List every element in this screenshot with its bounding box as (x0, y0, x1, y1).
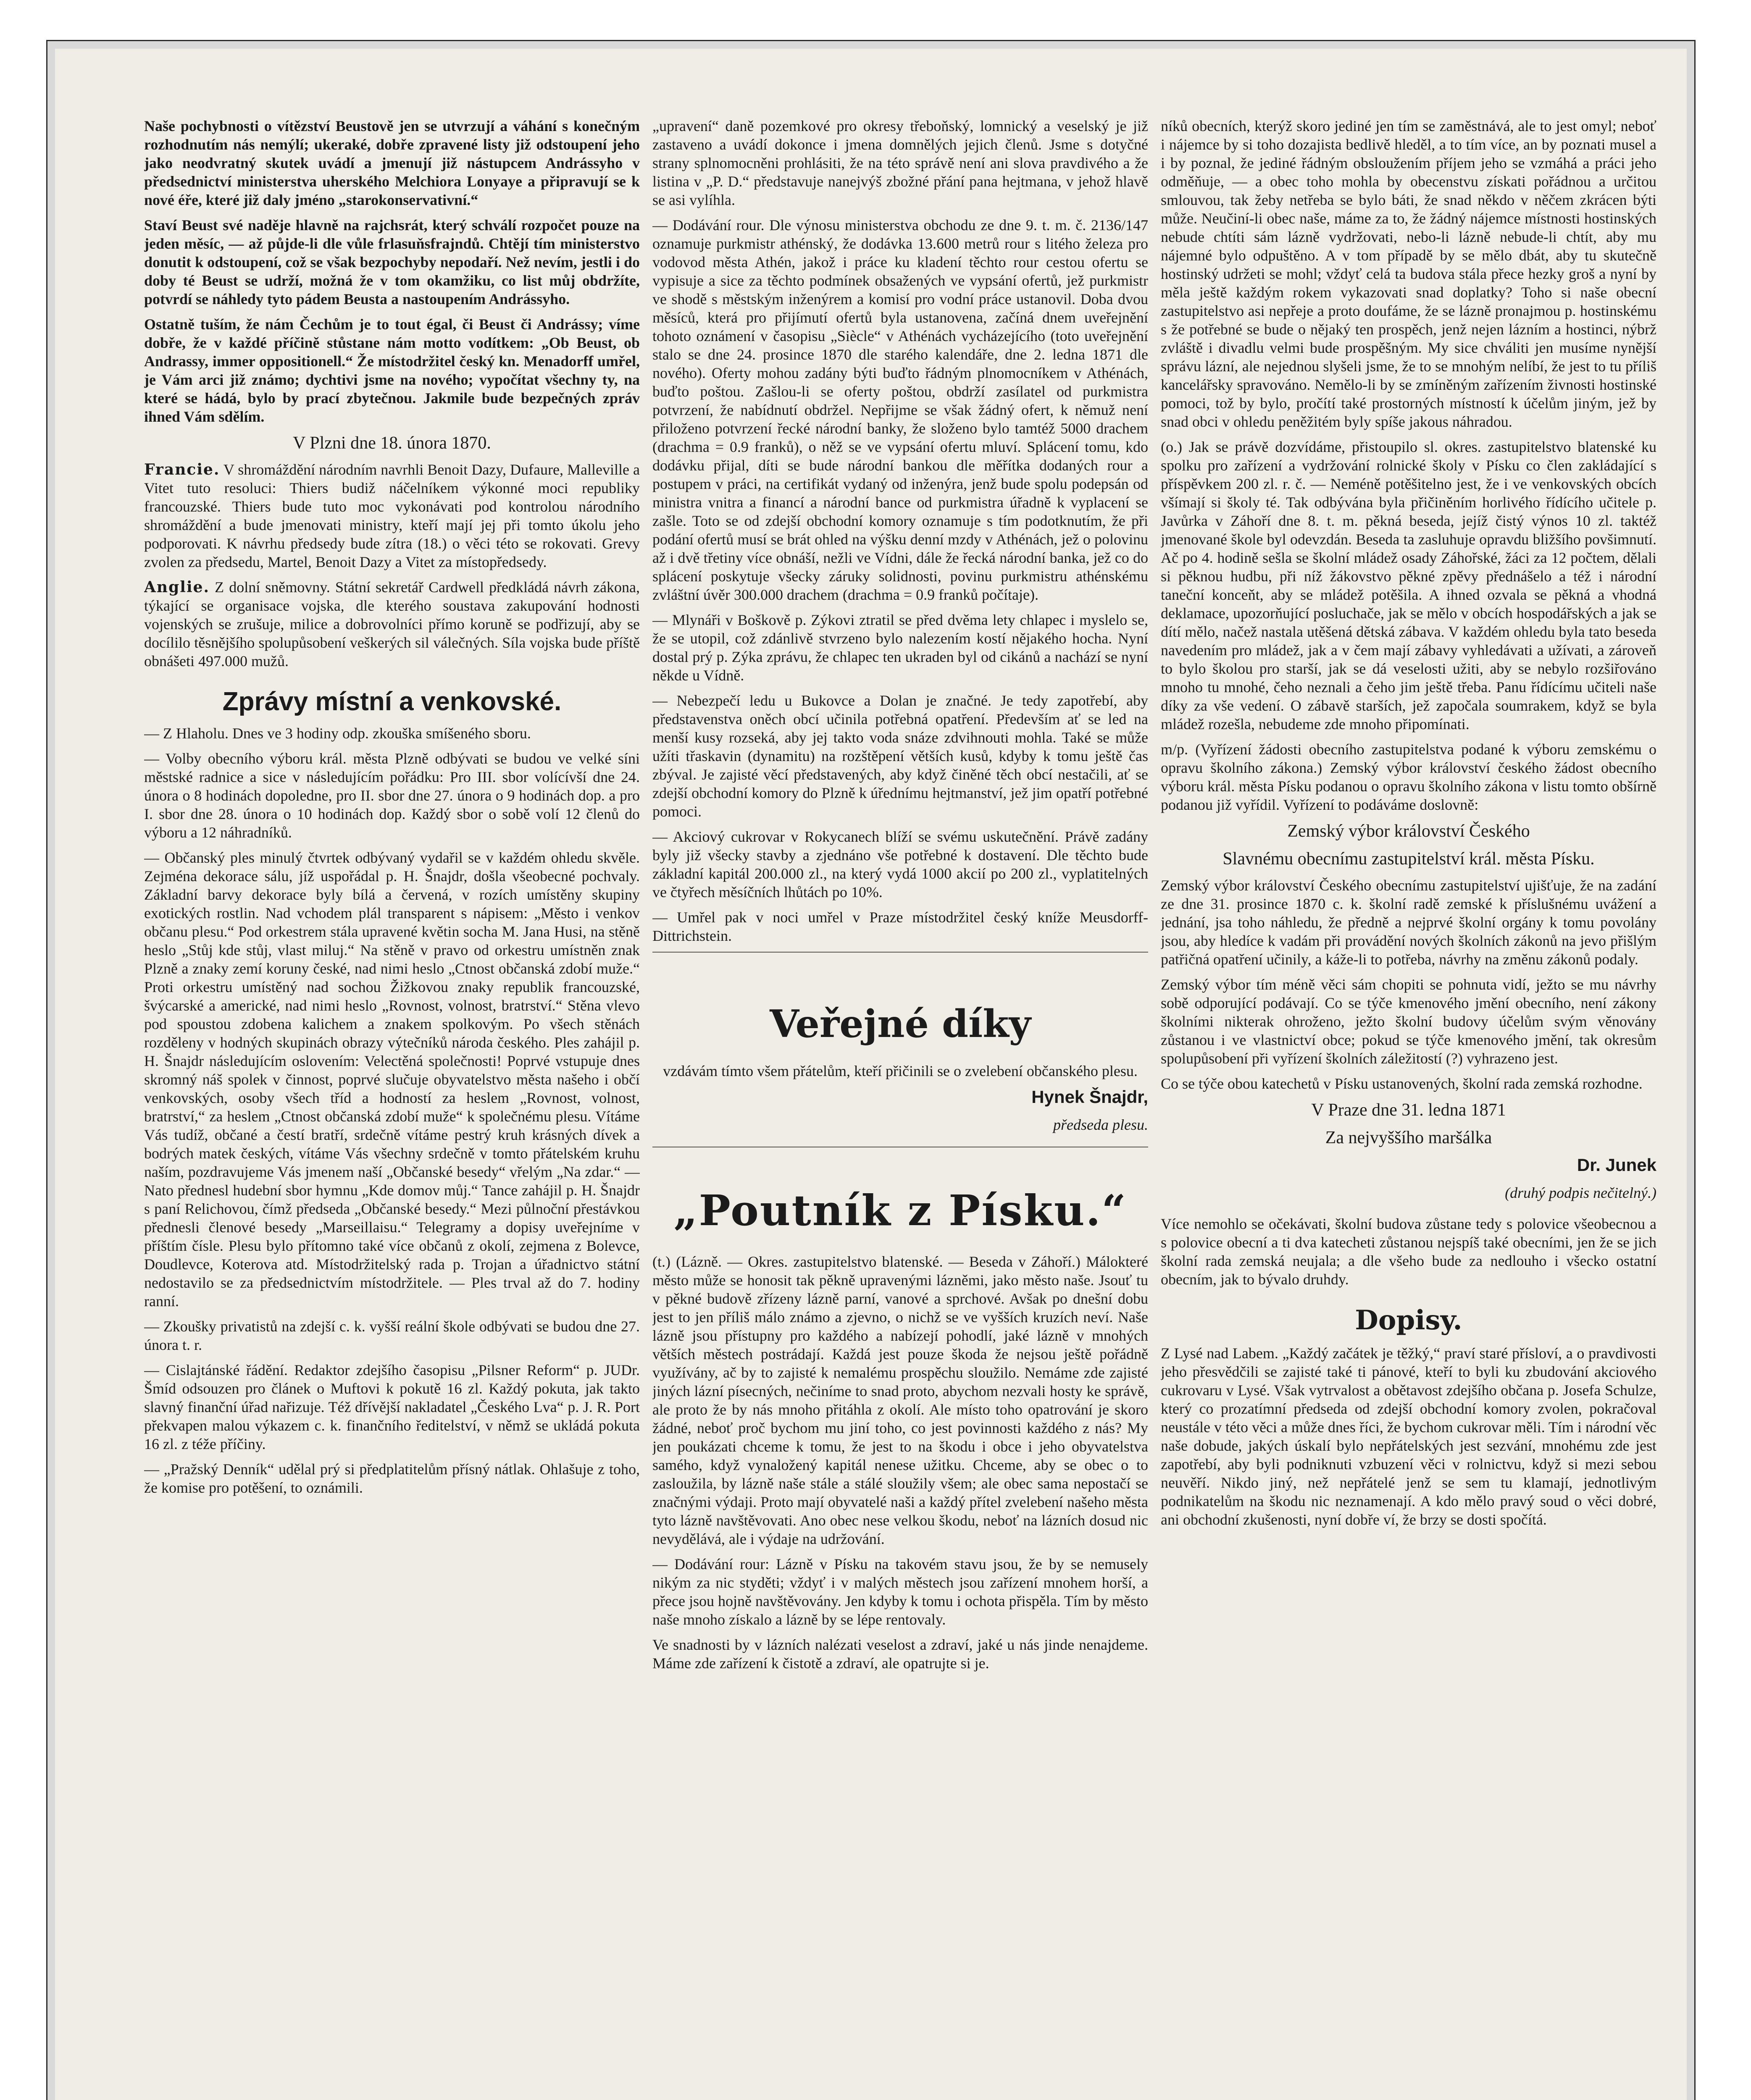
masthead-poutnik-z-pisku: „Poutník z Písku.“ (673, 1186, 1127, 1235)
box-text: vzdávám tímto všem přátelům, kteří přičinili se o zvelebení občanského plesu. (663, 1063, 1138, 1079)
news-zkousky: — Zkoušky privatistů na zdejší c. k. vyšší reální škole odbývati se budou dne 27. února t. r. (144, 1318, 640, 1353)
news-mlynari-boskov: — Mlynáři v Boškově p. Zýkovi ztratil se před dvěma lety chlapec i myslelo se, že se utopil, což zdánlivě stvrzeno bylo nalezením kostí nějakého hocha. Nyní dostal prý p. Zýka zprávu, že chlapec ten ukraden byl od cikánů a nachází se nyní někde u Vídně. (652, 612, 1148, 684)
france-text: V shromáždění národním navrhli Benoit Dazy, Dufaure, Malleville a Vitet tuto resoluci: Thiers budiž náčelníkem výkonné moci republiky francouzské. Thiers bude tuto moc vykonávati pod kontrolou národního shromáždění a bude jmenovati ministry, kteří mají jej při tomto úkolu jeho podporovati. K návrhu předsedy bude zítra (18.) o věci této se rokovati. Grevy zvolen za předsedu, Martel, Benoit Dazy a Vitet za místopředsedy. (144, 461, 640, 570)
letter-body-1: Zemský výbor království Českého obecnímu zastupitelství ujišťuje, že na zadání ze dne 31. prosince 1870 c. k. školní radě zemské k příslušnému uvážení a jednání, jsa toho náhledu, že předně a nejprvé školní orgány k tomu povolány jsou, aby hledíce k vadám při provádění nových školních zákonů na jevo přišlým patřičná opatření učinily, a káže-li to potřeba, návrhy na změnu zákonů podaly. (1161, 877, 1656, 968)
column-left (144, 117, 640, 2100)
column-middle (652, 117, 1148, 2100)
paragraph-france (144, 460, 640, 571)
news-nebezpeci-ledu: — Nebezpečí ledu u Bukovce a Dolan je značné. Je tedy zapotřebí, aby představenstva oněch obcí učinila potřebná opatření. Především ať se led na menší kusy rozseká, aby jej takto voda snáze zdvihnouti mohla. Také se může užíti třaskavin (dynamitu) na rozštěpení větších kusů, kdyby k tomu ještě čas zbýval. Je zajisté věcí představených, aby když činěné těch obcí nestačili, ať se zdejší obchodní komory do Plzně k úřednímu hejtmanství, jež jim opatří potřebné pomoci. (652, 692, 1148, 820)
news-cislajtanske: — Cislajtánské řádění. Redaktor zdejšího časopisu „Pilsner Reform“ p. JUDr. Šmíd odsouzen pro článek o Muftovi k pokutě 16 zl. Každý pokuta, jak takto slavný finanční úřad nařizuje. Též dřívější nakladatel „Českého Lva“ p. J. R. Port překvapen malou výkazem c. k. finančního ředitelství, v němž se ukládá pokuta 16 zl. z téže příčiny. (144, 1362, 640, 1452)
letter-signatory-title: Za nejvyššího maršálka (1325, 1128, 1492, 1147)
section-heading-local-news: Zprávy místní a venkovské. (222, 687, 562, 716)
dateline-plzen: V Plzni dne 18. února 1870. (293, 433, 491, 453)
box-signature: Hynek Šnajdr, (1031, 1087, 1148, 1107)
paragraph-beust-hopes: Staví Beust své naděje hlavně na rajchsrát, který schválí rozpočet pouze na jeden měsíc, — až půjde-li dle vůle frlasuňsfrajndů. Chtějí tím ministerstvo donutit k odstoupení, což se však bezpochyby nepodaří. Než nevím, jestli i do doby té Beust se udrží, možná že v tom okamžiku, co list můj obdržíte, potvrdí se náhledy tyto pádem Beusta a nastoupením Andrássyho. (144, 217, 640, 307)
letter-body-3: Co se týče obou katechetů v Písku ustanovených, školní rada zemská rozhodne. (1161, 1075, 1643, 1092)
letter-date-praha: V Praze dne 31. ledna 1871 (1311, 1100, 1506, 1120)
letter-lysa: Z Lysé nad Labem. „Každý začátek je těžký,“ praví staré přísloví, a o pravdivosti jeho přesvědčili se zajisté také ti pánové, kteří to byli ku zbudování akciového cukrovaru v Lysé. Však vytrvalost a obětavost zdejšího občana p. Josefa Schulze, který co prozatímní předseda od zdejší obchodní komory zvolen, pokračoval neustále v této věci a může dnes říci, že bychom cukrovar měli. Tím i národní věc naše dobude, jakých úskalí bylo nepřátelských jest sezvání, mnohému zde jest zapotřebí, aby byli podniknuti vzbuzení věci v rolnictvu, když si mezi sebou neuvěří. Nikdo jiný, než nepřátelé jenž se sem tu klamají, jednotlivým podnikatelům na škodu nic neznamenají. A kdo mělo pravý soud o věci dobré, ani obchodní zkušenosti, nyní dobře ví, že brzy se dosti spočítá. (1161, 1345, 1656, 1528)
letter-greeting-1: Zemský výbor království Českého (1287, 822, 1530, 841)
newspaper-page (46, 40, 1696, 2100)
news-upraveni-dane: „upravení“ daně pozemkové pro okresy třeboňský, lomnický a veselský je již zastaveno a uvádí dokonce i jmena domnělých jejich členů. Jsme s dotyčné strany splnomocněni prohlásiti, že na této správě není ani slova pravdivého a že listina v „P. D.“ představuje nanejvýš zbožné přání pana hejtmana, v jehož hlavě se asi vylíhla. (652, 118, 1148, 208)
letter-signer: Dr. Junek (1577, 1155, 1656, 1175)
news-umrel-mistodrzitel: — Umřel pak v noci umřel v Praze místodržitel český kníže Meusdorff-Dittrichstein. (652, 909, 1148, 944)
country-label-england: Anglie. (144, 578, 210, 596)
news-lazne-continued: níků obecních, kterýž skoro jediné jen tím se zaměstnává, ale to jest omyl; neboť i nájemce by si toho dozajista bedlivě hleděl, a to tím více, an by poznati musel a i by poznal, že jediné řádným obsloužením příjem jeho se vzmáhá a práci jeho odměňuje, — a obec toho mohla by obecenstvu získati pořádnou a určitou smlouvou, tak žeby netřeba se bylo báti, že snad někdo v něčem zkrácen býti může. Neučiní-li obec naše, máme za to, že žádný nájemce místnosti hostinských nebude chtíti sám lázně vydržovati, nebo-li lázně nebude-li chtít, aby mu nájemné bylo odpuštěno. A v tom případě by se mělo dbát, aby tu skutečně hostinský udržeti se mohl; vždyť celá ta budova stála přece hezky groš a nyní by měla ještě každým rokem vykazovati snad doplatky? Toho si naše obecní zastupitelstvo asi nepřeje a proto doufáme, že se lázně pronajmou p. hostinskému s že potřebné se bude o nějaký ten prospěch, jenž nejen lázním a hostinci, nýbrž zvláště i divadlu velmi bude prospěšným. My sice chváliti jen musíme nynější správu lázní, ale nejednou slyšeli jsme, že to se mnohým nelíbí, že jest to tu příliš kancelářsky spravováno. Nemělo-li by se zmíněným zařízením živnosti hostinské pomoci, tož by bylo, pročítí také prostorných místností k účelům jiným, jež by snad obci v ohledu peněžitém byly spíše jakous náhradou. (1161, 118, 1656, 430)
column-right (1161, 117, 1656, 2100)
divider-box-top (652, 952, 1148, 953)
section-heading-dopisy: Dopisy. (1355, 1305, 1462, 1336)
paragraph-beust-victory: Naše pochybnosti o vítězství Beustově jen se utvrzují a váhání s konečným rozhodnutím nás nemýlí; ukeraké, dobře zpravené listy již odstoupení jeho jako neodvratný skutek uvádí a jmenují již nástupcem Andrássyho v předsednictví ministerstva uherského Melchiora Lonyaye a připravují se k nové éře, které již daly jméno „starokonservativní.“ (144, 118, 640, 208)
news-vyrizeni-zadosti: m/p. (Vyřízení žádosti obecního zastupitelstva podané k výboru zemskému o opravu školního zákona.) Zemský výbor království českého žádost obecního výboru král. města Písku podanou o opravu školního zákona v listu tomto obšírně podanou již vyřídil. Vyřízení to podáváme doslovně: (1161, 741, 1656, 813)
news-vice-nemohlo: Více nemohlo se očekávati, školní budova zůstane tedy s polovice všeobecnou a s polovice obecní a ti dva katecheti zůstanou nejspíš také obecními, jen že se jich školní rada zemská neujala; a dle všeho bude za nedlouho i všecko ostatní obecním, jak to bývalo druhdy. (1161, 1215, 1656, 1288)
news-lazne-dodatky: — Dodávání rour: Lázně v Písku na takovém stavu jsou, že by se nemusely nikým za nic styděti; vždyť i v malých městech jsou zařízení mnohem horší, a přece jsou hojně navštěvovány. Jen kdyby k tomu i ochota přispěla. Tím by město naše mnoho získalo a lázně by se lépe rentovaly. (652, 1556, 1148, 1628)
box-heading-verejne-diky: Veřejné díky (770, 1002, 1031, 1046)
paragraph-czech-opposition: Ostatně tuším, že nám Čechům je to tout égal, či Beust či Andrássy; víme dobře, že v každé příčině stůstane nám motto vodítkem: „Ob Beust, ob Andrassy, immer oppositionell.“ Že místodržitel český kn. Menadorff umřel, je Vám arci již známo; dychtivi jsme na nového; vypočítat všechny ty, na které se hádá, bylo by prací zbytečnou. Jakmile bude bezpečných zpráv ihned Vám sdělím. (144, 316, 640, 425)
england-text: Z dolní sněmovny. Státní sekretář Cardwell předkládá návrh zákona, týkající se organisace vojska, dle kterého soustava zakupování hodnosti vojenských se zrušuje, milice a dobrovolníci přímo koruně se podřizují, aby se docílilo těsnějšího spolupůsobení veškerých sil válečných. Síla vojska bude příště obnášeti 497.000 mužů. (144, 579, 640, 669)
news-lazne-veselost: Ve snadnosti by v lázních nalézati veselost a zdraví, jaké u nás jinde nenajdeme. Máme zde zařízení k čistotě a zdraví, ale opatrujte si je. (652, 1636, 1148, 1672)
letter-greeting-2: Slavnému obecnímu zastupitelství král. města Písku. (1223, 849, 1595, 869)
letter-body-2: Zemský výbor tím méně věci sám chopiti se pohnuta vidí, ježto se mu návrhy sobě odporující podávají. Co se týče kmenového jmění obecního, není zákony školními nikterak ohroženo, ježto školní budovy účelům svým věnovány zůstanou i ve vlastnictví obce; pokud se týče kmenového jmění, tak okresům spolupůsobení při vyřízení školních záležitostí (?) vyhrazeno jest. (1161, 976, 1656, 1067)
news-prazsky-dennik: — „Pražský Denník“ udělal prý si předplatitelům přísný nátlak. Ohlašuje z toho, že komise pro potěšení, to oznámili. (144, 1461, 640, 1496)
paragraph-england (144, 578, 640, 670)
news-okres-zastupitelstvo: (o.) Jak se právě dozvídáme, přistoupilo sl. okres. zastupitelstvo blatenské ku spolku pro zařízení a vydržování rolnické školy v Písku co člen zakládající s příspěvkem 200 zl. r. č. — Neméně potěšitelno jest, že i ve venkovských obcích všímají si školy té. Tak odbývána byla přičiněním horlivého řídícího učitele p. Javůrka v Záhoří dne 8. t. m. pěkná beseda, jejíž čistý výnos 10 zl. taktéž jmenované škole byl odevzdán. Beseda ta zasluhuje opravdu bližšího povšimnutí. Ač po 4. hodině sešla se školní mládež osady Záhořské, žáci za 12 počtem, dělali si pěknou hudbu, při níž žákovstvo pěkné zpěvy přednášelo a též i národní taneční konceňt, aby se mládež potěšila. A ihned ozvala se pěkná a vhodná deklamace, upozorňující posluchače, jak se mělo v obcích hospodářských a jak se dítí mělo, načež nastala utěšená dětská zábava. V každém ohledu byla tato beseda navedením pro mládež, jak a v čem mají zábavy vyhledávati a užívati, a zároveň to bylo školou pro starší, jak se dá veselosti užiti, aby se nebylo rozšiřováno mnoho tu mnohé, čeho neznali a čeho jim ještě třeba. Panu řídícímu učiteli naše díky za vše vedení. O zábavě starších, jež započala soumrakem, když se byla mládež rozešla, nebudeme zde mnoho připomínati. (1161, 438, 1656, 732)
news-dodavani-rour: — Dodávání rour. Dle výnosu ministerstva obchodu ze dne 9. t. m. č. 2136/147 oznamuje purkmistr athénský, že dodávka 13.600 metrů rour s litého železa pro vodovod města Athén, jakož i práce ku kladení těchto rour cestou ofertu se vypisuje a sice za těchto podmínek obsažených ve vypsání ofertů, jež purkmistr ve shodě s městským inženýrem a komisí pro vodní práce ustanovil. Doba dvou měsíců, která pro přijímutí ofertů byla ustanovena, začíná dnem uveřejnění tohoto oznámení v časopisu „Siècle“ v Athénách vycházejícího (toto uveřejnění stalo se dne 24. prosince 1870 dle starého kalendáře, dne 2. ledna 1871 dle nového). Oferty mohou zadány býti buďto řádným plnomocníkem v Athénách, buďto poštou. Zašlou-li se oferty poštou, obdrží zasílatel od purkmistra potvrzení, že nabídnutí obdržel. Nepřijme se však žádný ofert, k němuž není přiloženo potvrzení řecké národní banky, že složeno bylo tamtéž 5000 drachem (drachma = 0.9 franků), o něž se ve vypsání ofertu mluví. Splácení tomu, kdo dodávku přijal, díti se bude národní bankou dle měřítka dodaných rour a postupem v práci, na certifikát vydaný od inženýra, jenž bude spolu podepsán od ministra vnitra a financí a národní bance od purkmistra úřadně k vyplacení se zašle. Toto se od zdejší obchodní komory oznamuje s tím podotknutím, že při podání ofertů musí se brát ohled na výšku denní mzdy v Athénách, jež o polovinu až i dvě třetiny více obnáší, nežli ve Vídni, dále že řecká národní banka, jež co do splácení poskytuje všecky záruky solidnosti, povinu purkmistru athénskému zvláštní úvěr 300.000 drachem (drachma = 0.9 franků počítaje). (652, 217, 1148, 603)
news-hlahol: — Z Hlaholu. Dnes ve 3 hodiny odp. zkouška smíšeného sboru. (144, 725, 531, 742)
letter-signer-note: (druhý podpis nečitelný.) (1505, 1184, 1656, 1201)
news-akciovy-cukrovar: — Akciový cukrovar v Rokycanech blíží se svému uskutečnění. Právě zadány byly již všecky stavby a zjednáno vše potřebné k dostavení. Dle těchto bude základní kapitál 200.000 zl., na který vydá 1000 akcií po 200 zl., vyplatitelných ve čtyřech měsíčních lhůtách po 10%. (652, 828, 1148, 900)
news-volby: — Volby obecního výboru král. města Plzně odbývati se budou ve velké síni městské radnice a sice v následujícím pořádku: Pro III. sbor volícívší dne 24. února o 8 hodinách dopoledne, pro II. sbor dne 27. února o 9 hodinách dop. a pro I. sbor dne 28. února o 10 hodinách dop. Každý sbor o sobě volí 12 členů do výboru a 12 náhradníků. (144, 750, 640, 841)
news-obcansky-ples: — Občanský ples minulý čtvrtek odbývaný vydařil se v každém ohledu skvěle. Zejména dekorace sálu, jíž uspořádal p. H. Šnajdr, došla všeobecné pochvaly. Základní barvy dekorace byly bílá a červená, v rozích umístěny skupiny exotických rostlin. Nad vchodem plál transparent s nápisem: „Město i venkov občanu plesu.“ Pod orkestrem stála upravené květin socha M. Jana Husi, na stěně heslo „Stůj kde stůj, vlast miluj.“ Na stěně v pravo od orkestru umístněn znak Plzně a znaky zemí koruny české, nad nimi heslo „Ctnost občanská zdobí muže.“ Proti orkestru umístěný nad sochou Žižkovou znaky republik francouzské, švýcarské a americké, nad nimi heslo „Rovnost, volnost, bratrství.“ Stěna vlevo pod spoustou zdobena kalichem a znakem spolkovým. Po všech stěnách rozděleny v hodných skupinách obrazy výtečníků národa českého. Ples zahájil p. H. Šnajdr následujícím oslovením: Velectěná společnosti! Poprvé vstupuje dnes skromný náš spolek v činnost, poprvé slučuje obyvatelstvo města našeho i občí venkovských, osoby všech tříd a hodností za heslem „Rovnost, volnost, bratrství,“ za heslem „Ctnost občanská zdobí muže“ k společnému plesu. Vítáme Vás tudíž, občané a čestí bratří, srdečně vítáme pestrý kruh krásných dívek a bodrých matek českých, vítáme Vás všechny srdečně v tomto přátelském kruhu naším, pozdravujeme Vás jmenem naší „Občanské besedy“ vřelým „Na zdar.“ — Nato přednesl hudební sbor hymnu „Kde domov můj.“ Tance zahájil p. H. Šnajdr s paní Relichovou, čímž předseda „Občanské besedy.“ Mezi půlnoční přestávkou přednesli členové besedy „Marseillaisu.“ Telegramy a dopisy uveřejníme v příštím čísle. Plesu bylo přítomno také více občanů z okolí, zejmena z Bolevce, Doudlevce, Koterova atd. Místodržitelský rada p. Trojan a úřadnictvo státní nedostavilo se za předsednictvím místodržitele. — Ples trval až do 7. hodiny ranní. (144, 849, 640, 1310)
country-label-france: Francie. (144, 461, 220, 478)
box-signature-role: předseda plesu. (1053, 1116, 1148, 1133)
news-lazne: (t.) (Lázně. — Okres. zastupitelstvo blatenské. — Beseda v Záhoří.) Málokteré město může se honosit tak pěkně upravenými lázněmi, jako město naše. Jsouť tu v pěkné budově zřízeny lázně parní, vanové a sprchové. Avšak po dnešní dobu jest to jen příliš málo známo a zjevno, o nichž se ve vyšších kruzích neví. Naše lázně jsou přístupny pro každého a nabízejí pohodlí, jaké lázně v mnohých větších městech postrádají. Každá jest pouze škoda že nejsou ještě pořádně využívány, ač by to zajisté k nemalému prospěchu sloužilo. Nemáme zde zajisté jiných lázní písecných, nečiníme to snad proto, abychom nezvali hosty ke správě, ale proto že by nás mnoho přitáhla z okolí. Ale místo toho opatrování je skoro žádné, neboť proč bychom mu jiní toho, co jest povinnosti každého z nás? My jen poukázati chceme k tomu, že jest to na škodu i obce i jeho obyvatelstva samého, když vynaložený kapitál nenese užitku. Chceme, aby se obec o to zasloužila, by lázně naše stále a stálé sloužily všem; ale obec sama nepostačí se značnými výdaji. Proto mají obyvatelé naši a každý přítel zvelebení našeho města tyto lázně navštěvovati. Ano obec nese velkou škodu, neboť na lázních dosud nic nevydělává, ale i výdaje na udržování. (652, 1253, 1148, 1547)
